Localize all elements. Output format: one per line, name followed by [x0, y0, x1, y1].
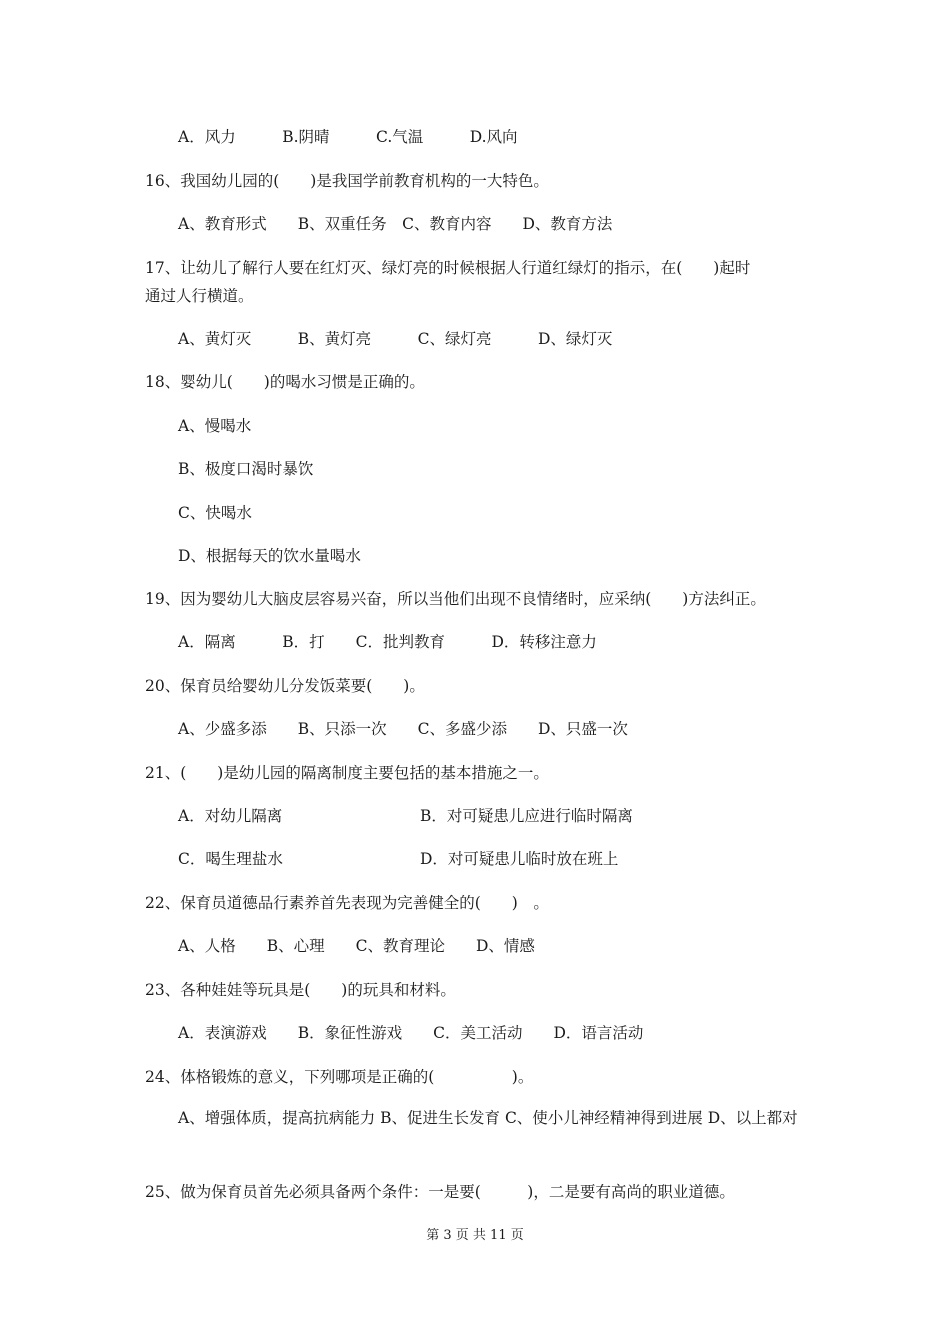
- q15-options: A．风力 B.阴晴 C.气温 D.风向: [178, 128, 518, 146]
- q20-stem: 20、保育员给婴幼儿分发饭菜要( )。: [145, 677, 425, 695]
- q21-option-d: D．对可疑患儿临时放在班上: [420, 850, 619, 868]
- q18-option-c: C、快喝水: [178, 504, 252, 522]
- page-footer: 第 3 页 共 11 页: [426, 1228, 524, 1243]
- q23-stem: 23、各种娃娃等玩具是( )的玩具和材料。: [145, 981, 456, 999]
- q17-options: A、黄灯灭 B、黄灯亮 C、绿灯亮 D、绿灯灭: [178, 330, 613, 348]
- q21-option-b: B．对可疑患儿应进行临时隔离: [420, 807, 633, 825]
- q21-option-c: C．喝生理盐水: [178, 850, 283, 868]
- q23-options: A．表演游戏 B．象征性游戏 C．美工活动 D．语言活动: [178, 1024, 644, 1042]
- q22-options: A、人格 B、心理 C、教育理论 D、情感: [178, 937, 535, 955]
- q24-options: A、增强体质，提高抗病能力 B、促进生长发育 C、使小儿神经精神得到进展 D、以上都对: [178, 1109, 798, 1127]
- q20-options: A、少盛多添 B、只添一次 C、多盛少添 D、只盛一次: [178, 720, 628, 738]
- q19-stem: 19、因为婴幼儿大脑皮层容易兴奋，所以当他们出现不良情绪时，应采纳( )方法纠正。: [145, 590, 766, 608]
- q18-stem: 18、婴幼儿( )的喝水习惯是正确的。: [145, 373, 425, 391]
- q16-stem: 16、我国幼儿园的( )是我国学前教育机构的一大特色。: [145, 172, 549, 190]
- q24-stem: 24、体格锻炼的意义，下列哪项是正确的( )。: [145, 1068, 534, 1086]
- q21-option-a: A．对幼儿隔离: [178, 807, 283, 825]
- q17-stem-line2: 通过人行横道。: [145, 287, 254, 305]
- q24-options-paragraph: [145, 1104, 810, 1133]
- q19-options: A．隔离 B．打 C．批判教育 D．转移注意力: [178, 633, 597, 651]
- q18-option-d: D、根据每天的饮水量喝水: [178, 547, 361, 565]
- q25-stem: 25、做为保育员首先必须具备两个条件：一是要( )，二是要有高尚的职业道德。: [145, 1183, 735, 1201]
- q21-stem: 21、( )是幼儿园的隔离制度主要包括的基本措施之一。: [145, 764, 549, 782]
- q17-stem-line1: 17、让幼儿了解行人要在红灯灭、绿灯亮的时候根据人行道红绿灯的指示，在( )起时: [145, 259, 751, 277]
- q16-options: A、教育形式 B、双重任务 C、教育内容 D、教育方法: [178, 215, 613, 233]
- q18-option-a: A、慢喝水: [178, 417, 252, 435]
- q18-option-b: B、极度口渴时暴饮: [178, 460, 314, 478]
- q22-stem: 22、保育员道德品行素养首先表现为完善健全的( ) 。: [145, 894, 549, 912]
